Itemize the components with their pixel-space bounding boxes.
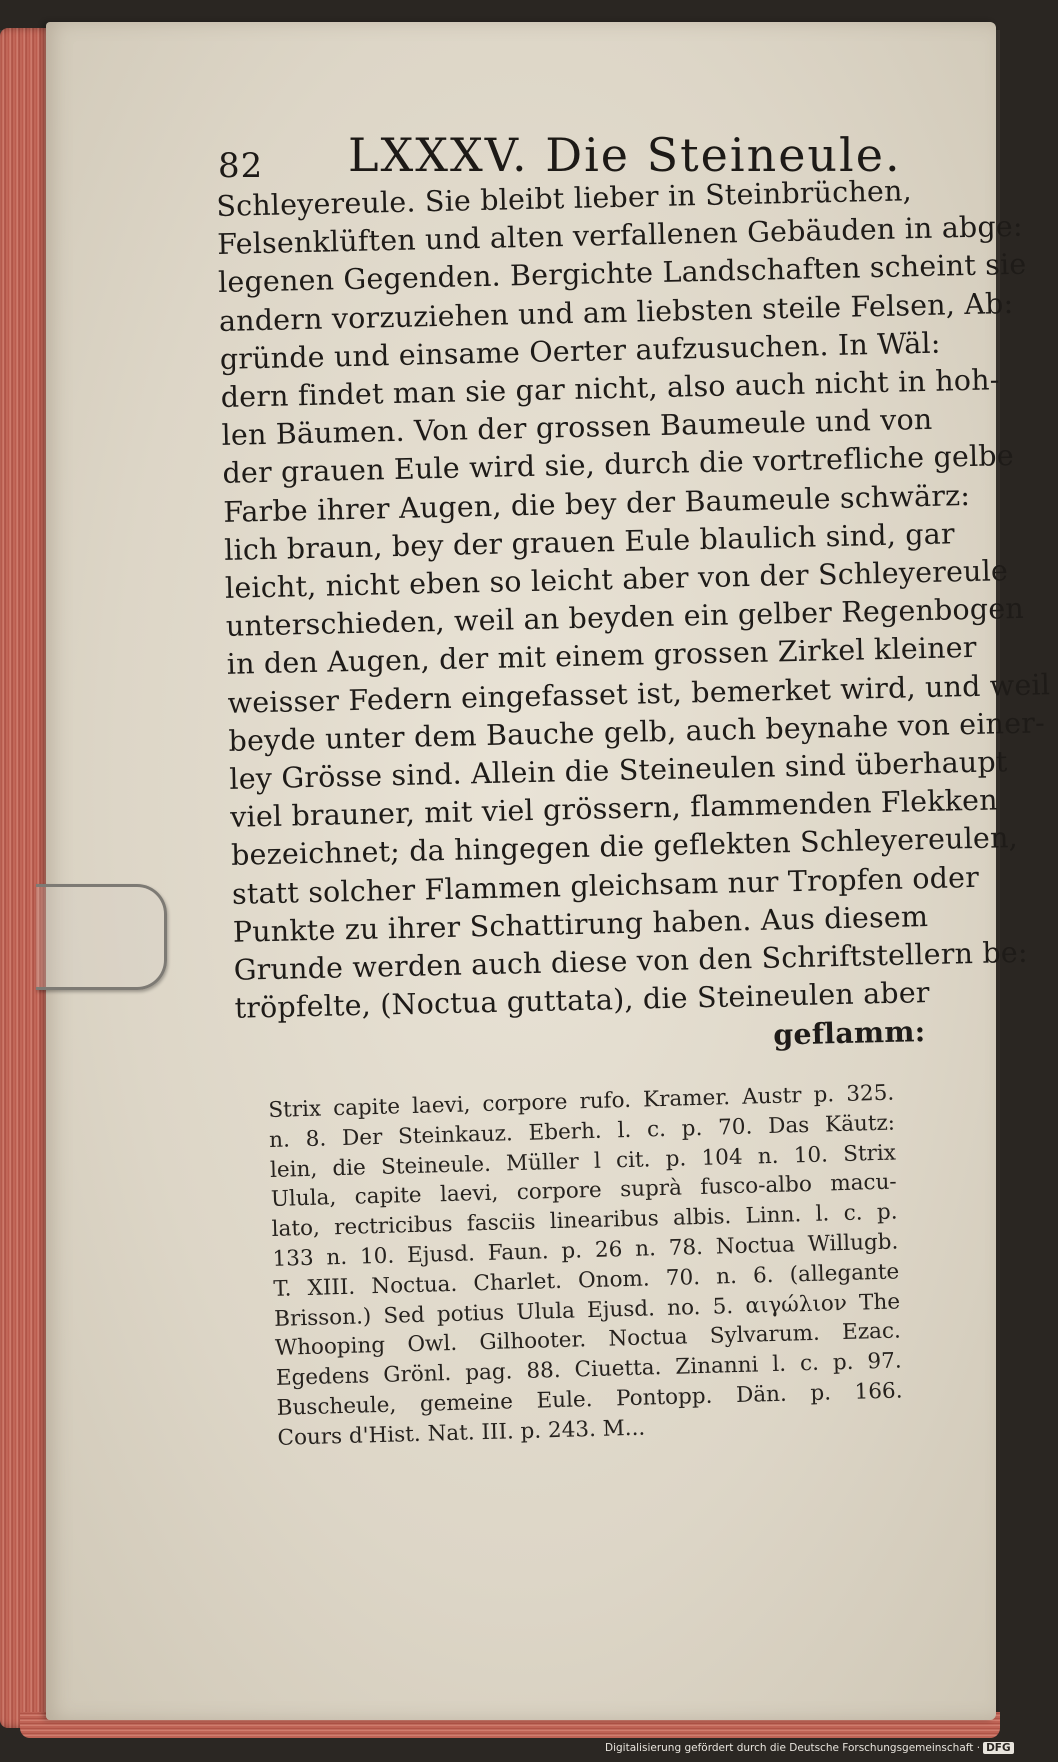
- credit-text: Digitalisierung gefördert durch die Deutsche Forschungsgemeinschaft ·: [605, 1742, 981, 1754]
- footnote-line: Whooping Owl. Gilhooter. Noctua Sylvarum. Ezac.: [274, 1318, 902, 1362]
- footnote-line: T. XIII. Noctua. Charlet. Onom. 70. n. 6. (allegante: [273, 1259, 900, 1302]
- text-line: Schleyereule. Sie bleibt lieber in Steinbrüchen,: [216, 174, 913, 223]
- text-line: beyde unter dem Bauche gelb, auch beynahe von einer-: [228, 706, 1046, 758]
- digitization-credit: [605, 1742, 1011, 1760]
- text-line: legenen Gegenden. Bergichte Landschaften scheint sie: [217, 248, 1027, 300]
- text-line: weisser Federn eingefasset ist, bemerket wird, und weil: [227, 667, 1051, 720]
- text-line: andern vorzuziehen und am liebsten steile Felsen, Ab:: [218, 286, 1014, 338]
- text-line: Punkte zu ihrer Schattirung haben. Aus diesem: [232, 899, 929, 949]
- footnote-line: 133 n. 10. Ejusd. Faun. p. 26 n. 78. Noctua Willugb.: [272, 1229, 899, 1272]
- text-line: in den Augen, der mit einem grossen Zirkel kleiner: [226, 631, 977, 682]
- text-line: Farbe ihrer Augen, die bey der Baumeule schwärz:: [222, 478, 971, 529]
- text-line: viel brauner, mit viel grössern, flammenden Flekken: [229, 783, 999, 835]
- text-line: dern findet man sie gar nicht, also auch nicht in hoh-: [220, 363, 1000, 414]
- text-line: gründe und einsame Oerter aufzusuchen. In Wäl:: [219, 326, 941, 376]
- text-line: ley Grösse sind. Allein die Steineulen sind überhaupt: [229, 745, 1008, 796]
- footnote-line: Ulula, capite laevi, corpore suprà fusco-albo macu-: [270, 1169, 898, 1213]
- text-line: der grauen Eule wird sie, durch die vortrefliche gelbe: [222, 439, 1015, 491]
- footnote-line: Buscheule, gemeine Eule. Pontopp. Dän. p. 166.: [276, 1378, 903, 1421]
- main-text-block: [216, 172, 1051, 1066]
- footnote-block: [268, 1079, 904, 1454]
- footnote-line: lato, rectricibus fasciis linearibus albis. Linn. l. c. p.: [271, 1199, 898, 1243]
- text-line: unterschieden, weil an beyden ein gelber Regenbogen: [225, 592, 1025, 644]
- text-line: bezeichnet; da hingegen die geflekten Schleyereulen,: [230, 821, 1019, 873]
- text-line: len Bäumen. Von der grossen Baumeule und von: [221, 403, 933, 453]
- footnote-line: n. 8. Der Steinkauz. Eberh. l. c. p. 70. Das Käutz:: [268, 1110, 896, 1153]
- page-clip: [36, 884, 167, 990]
- text-line: tröpfelte, (Noctua guttata), die Steineulen aber: [234, 976, 931, 1026]
- page-number: 82: [218, 146, 264, 186]
- footnote-line: lein, die Steineule. Müller l cit. p. 104 n. 10. Strix: [269, 1140, 897, 1183]
- chapter-title: LXXXV. Die Steineule.: [348, 128, 902, 182]
- footnote-line: Brisson.) Sed potius Ulula Ejusd. no. 5. αιγώλιον The: [273, 1289, 901, 1332]
- text-line: lich braun, bey der grauen Eule blaulich sind, gar: [223, 517, 956, 567]
- text-line: Grunde werden auch diese von den Schriftstellern be:: [233, 935, 1029, 987]
- footnote-line: Cours d'Hist. Nat. III. p. 243. M...: [277, 1415, 646, 1451]
- footnote-line: Strix capite laevi, corpore rufo. Kramer. Austr p. 325.: [268, 1080, 895, 1123]
- dfg-logo: DFG: [983, 1742, 1014, 1754]
- text-line: geflamm:: [772, 1014, 926, 1053]
- text-line: leicht, nicht eben so leicht aber von der Schleyereule: [224, 554, 1009, 605]
- text-line: statt solcher Flammen gleichsam nur Tropfen oder: [231, 860, 980, 911]
- footnote-line: Egedens Grönl. pag. 88. Ciuetta. Zinanni l. c. p. 97.: [275, 1348, 902, 1392]
- text-line: Felsenklüften und alten verfallenen Gebäuden in abge:: [216, 209, 1024, 262]
